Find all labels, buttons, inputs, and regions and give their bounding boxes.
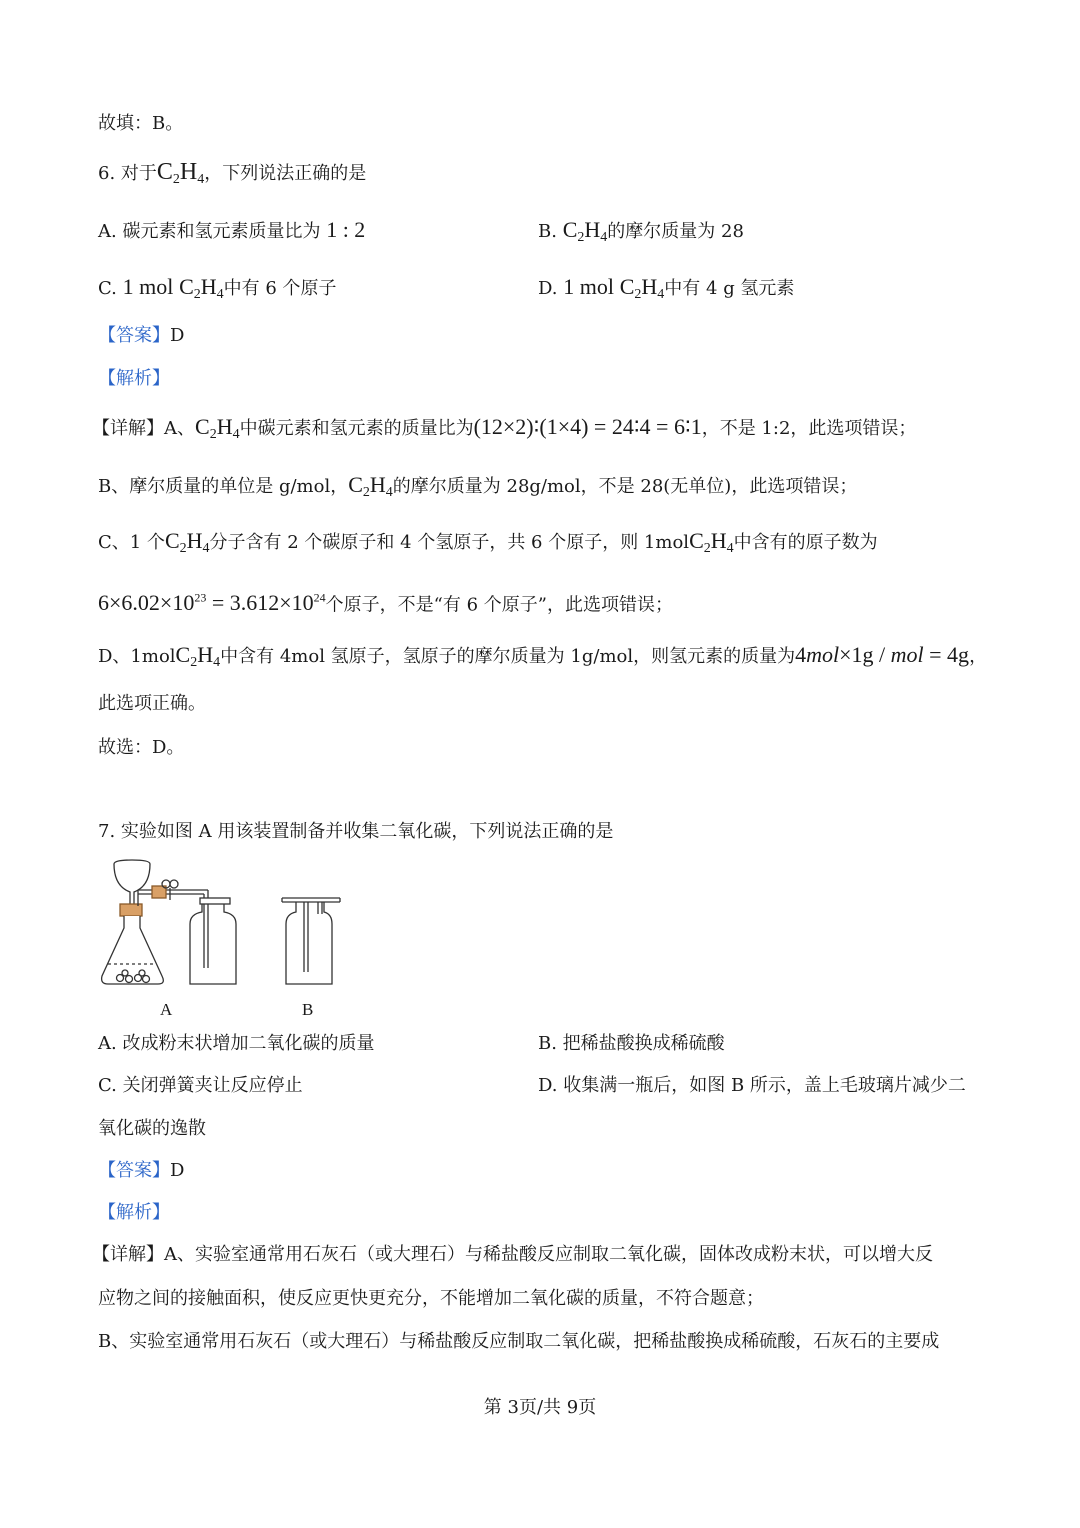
- analysis-tag: 【解析】: [98, 1202, 170, 1223]
- q7-detail-a: 【详解】A、实验室通常用石灰石（或大理石）与稀盐酸反应制取二氧化碳，固体改成粉末状，可以增大反: [92, 1244, 933, 1265]
- formula-c2h4: $C_2H_4$: [348, 472, 393, 500]
- formula-c2h4: $C_2H_4$: [195, 414, 240, 442]
- q7-detail-b: B、实验室通常用石灰石（或大理石）与稀盐酸反应制取二氧化碳，把稀盐酸换成稀硫酸，石灰石的主要成: [98, 1331, 940, 1352]
- q6-answer: [98, 324, 184, 348]
- detail-tag: 【详解】: [92, 418, 164, 439]
- hydrogen-mass-formula: 4mol×1g / mol = 4g: [795, 642, 970, 667]
- formula-c2h4: $C_2H_4$: [156, 159, 205, 187]
- q6-detail-b: B、摩尔质量的单位是 g/mol，$C_2H_4$的摩尔质量为 28g/mol，不是 28(无单位)，此选项错误；: [98, 472, 858, 500]
- formula-c2h4: $C_2H_4$: [164, 528, 210, 556]
- q6-option-b: B. $C_2H_4$的摩尔质量为 28: [538, 217, 744, 245]
- formula-c2h4: $C_2H_4$: [562, 217, 608, 245]
- q6-analysis-tag-line: [98, 367, 170, 391]
- q6-option-a: A. 碳元素和氢元素质量比为 1 : 2: [98, 217, 366, 242]
- q7-answer: [98, 1159, 184, 1183]
- apparatus-figure: [96, 852, 356, 1022]
- ratio-value: 1 : 2: [326, 217, 366, 242]
- figure-label-b: B: [302, 1000, 314, 1019]
- q6-detail-c: C、1 个$C_2H_4$分子含有 2 个碳原子和 4 个氢原子，共 6 个原子，则 $1molC_2H_4$中含有的原子数为: [98, 528, 878, 556]
- q6-selection: 故选：D。: [98, 737, 185, 758]
- q6-stem-prefix: 6. 对于: [98, 163, 157, 184]
- collection-bottle-b: [282, 898, 340, 984]
- q6-option-c: C. 1 mol $C_2H_4$中有 6 个原子: [98, 274, 337, 302]
- q7-option-b: B. 把稀盐酸换成稀硫酸: [538, 1033, 725, 1054]
- figure-label-a: A: [160, 1000, 173, 1019]
- q6-option-d: D. 1 mol $C_2H_4$中有 4 g 氢元素: [538, 274, 795, 302]
- analysis-tag: 【解析】: [98, 368, 170, 389]
- q6-stem-suffix: ，下列说法正确的是: [204, 163, 367, 184]
- collection-bottle-a: [190, 898, 236, 984]
- page-footer: 第 3页/共 9页: [483, 1397, 597, 1418]
- conical-flask: [102, 904, 164, 984]
- answer-value: D: [170, 1160, 185, 1181]
- q7-option-a: A. 改成粉末状增加二氧化碳的质量: [98, 1033, 375, 1054]
- q7-option-d: D. 收集满一瓶后，如图 B 所示，盖上毛玻璃片减少二: [538, 1075, 966, 1096]
- fill-answer-line: [98, 112, 183, 136]
- answer-tag: 【答案】: [98, 325, 170, 346]
- avogadro-formula: $6\times 6.02\times 10^{23} = 3.612\times 10^{24}$: [98, 590, 326, 616]
- q7-option-c: C. 关闭弹簧夹让反应停止: [98, 1075, 303, 1096]
- q6-detail-a: 【详解】A、$C_2H_4$中碳元素和氢元素的质量比为(12×2)∶(1×4) = 24∶4 = 6∶1，不是 1:2，此选项错误；: [92, 414, 917, 442]
- mass-ratio-formula: (12×2)∶(1×4) = 24∶4 = 6∶1: [473, 414, 702, 439]
- formula-c2h4: $C_2H_4$: [689, 528, 734, 556]
- q6-detail-d: D、$1molC_2H_4$中含有 4mol 氢原子，氢原子的摩尔质量为 1g/mol，则氢元素的质量为4mol×1g / mol = 4g，: [98, 642, 988, 670]
- answer-value: D: [170, 325, 185, 346]
- detail-tag: 【详解】: [92, 1244, 164, 1265]
- q6-stem: [98, 160, 366, 192]
- q6-detail-c-calc: $6\times 6.02\times 10^{23} = 3.612\times 10^{24}$个原子，不是“有 6 个原子”，此选项错误；: [98, 590, 673, 616]
- formula-c2h4: $C_2H_4$: [179, 274, 224, 302]
- formula-c2h4: $C_2H_4$: [619, 274, 665, 302]
- q7-stem: 7. 实验如图 A 用该装置制备并收集二氧化碳，下列说法正确的是: [98, 821, 614, 842]
- q7-analysis-tag-line: [98, 1201, 170, 1225]
- formula-c2h4: $C_2H_4$: [175, 642, 221, 670]
- fill-answer-text: 故填：B。: [98, 113, 184, 134]
- answer-tag: 【答案】: [98, 1160, 170, 1181]
- q7-option-d-cont: 氧化碳的逸散: [98, 1118, 206, 1139]
- q7-detail-a-cont: 应物之间的接触面积，使反应更快更充分，不能增加二氧化碳的质量，不符合题意；: [98, 1288, 764, 1309]
- q6-detail-d-cont: 此选项正确。: [98, 693, 206, 714]
